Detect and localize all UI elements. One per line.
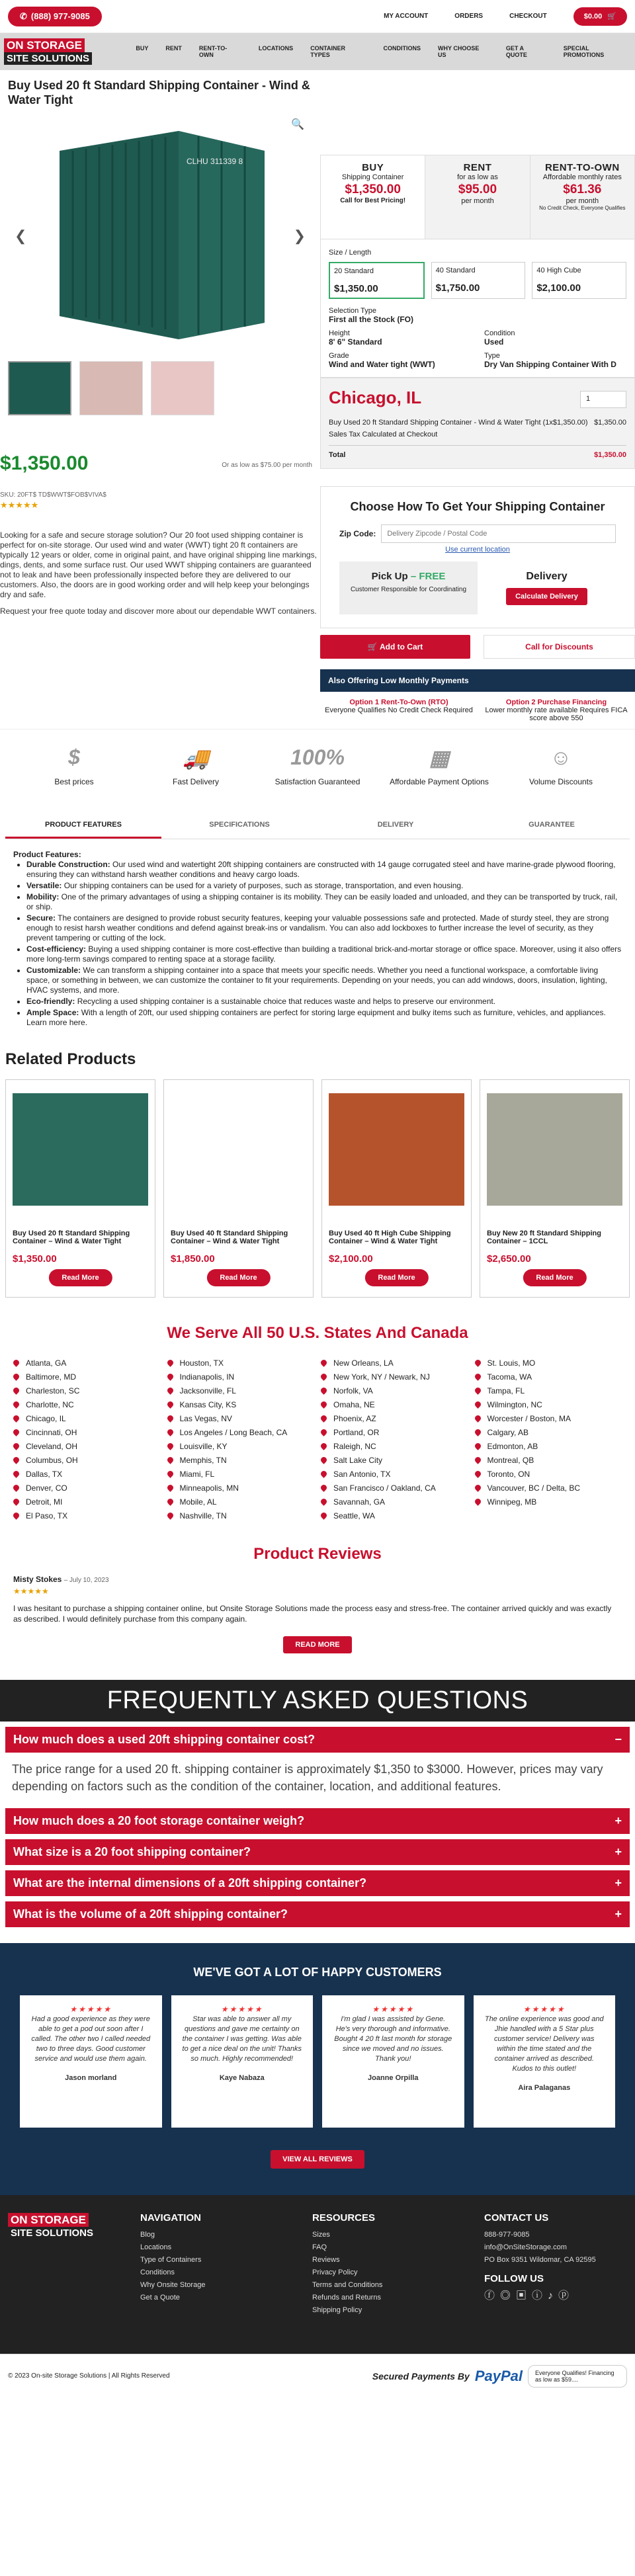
city-item[interactable]: Seattle, WA [321, 1509, 468, 1522]
nav-rent[interactable]: RENT [165, 45, 182, 52]
list-item: • Customizable: We can transform a shipping container into a space that meets your specific needs. Whether you need a functional workspace, a comfortable living space, or something in between, we can customize the container to fit your requirements. Depending on your needs, you can add windows, doors, insulation, lighting, HVAC systems, and more. [26, 966, 622, 995]
product-tabs [5, 813, 630, 839]
city-item[interactable]: Mobile, AL [167, 1495, 315, 1509]
city-item[interactable]: Baltimore, MD [13, 1370, 161, 1384]
city-column [167, 1356, 315, 1522]
map-pin-icon [166, 1511, 175, 1520]
list-item: • Cost-efficiency: Buying a used shipping container is more cost-effective than building a traditional brick-and-mortar storage or office space. Moreover, using it also offers more long-term savings compared to renting space at a storage facility. [26, 944, 622, 964]
faq-question[interactable]: How much does a used 20ft shipping container cost? − [5, 1727, 630, 1753]
footer-link[interactable]: Shipping Policy [312, 2306, 362, 2314]
city-item[interactable]: Cleveland, OH [13, 1439, 161, 1453]
map-pin-icon [166, 1483, 175, 1492]
main-nav [0, 33, 635, 70]
testimonials: WE'VE GOT A LOT OF HAPPY CUSTOMERS ★★★★★ Had a good experience as they were able to get a pod out soon after I called. The other two I called needed two to three days. Good customer service and would use them again. Jason morland ★★★★★ Star was able to answer all my questions and gave me certainty on the container I was getting. Was able to get a nice deal on the unit! Thanks so much. Highly recommended! Kaye Nabaza ★★★★★ I'm glad I was assisted by Gene. He's very thorough and informative. Bought 4 20 ft last month for storage since we moved and no issues. Thank you! Joanne Orpilla ★★★★★ The online experience was good and Jhie handled with a 5 Star plus customer service! Delivery was within the time stated and the container arrived as described. Kudos to this outlet! Aira Palaganas VIEW ALL REVIEWS [0, 1943, 635, 2195]
map-pin-icon [166, 1442, 175, 1450]
map-pin-icon [166, 1428, 175, 1436]
footer-link[interactable]: Why Onsite Storage [140, 2281, 206, 2289]
footer-link[interactable]: Locations [140, 2243, 172, 2251]
faq-question[interactable]: What is the volume of a 20ft shipping container? + [5, 1901, 630, 1927]
affirm-text: Or as low as $75.00 per month [222, 462, 312, 469]
shipping-options: Choose How To Get Your Shipping Container Zip Code: Delivery Zipcode / Postal Code Use current location Pick Up – FREE Customer Responsible for Coordinating Delivery Calculate Delivery [320, 486, 635, 628]
read-more-button[interactable]: Read More [523, 1269, 586, 1286]
city-item[interactable]: Salt Lake City [321, 1453, 468, 1467]
product-description: Looking for a safe and secure storage solution? Our 20 foot used shipping container is perfect for on-site storage. Our used wind and water (WWT) tight 20 ft containers are typically 12 years or older, come in original paint, and have original shipping line markings, dings, dents, and some surface rust. Our used WWT shipping containers are guaranteed not to leak and have been professionally inspected before they are delivered to our customers. Also, the doors are in good working order and will help keep your belongings dry and safe. [0, 530, 317, 599]
map-pin-icon [319, 1358, 328, 1367]
footer-link[interactable]: Terms and Conditions [312, 2281, 383, 2289]
related-card[interactable]: Buy New 20 ft Standard Shipping Container – 1CCL $2,650.00 Read More [480, 1079, 630, 1298]
related-card[interactable]: Buy Used 40 ft Standard Shipping Container – Wind & Water Tight $1,850.00 Read More [163, 1079, 314, 1298]
tab-delivery[interactable]: DELIVERY [377, 821, 414, 829]
city-item[interactable]: Omaha, NE [321, 1397, 468, 1411]
related-title: Related Products [5, 1050, 136, 1068]
map-pin-icon [166, 1456, 175, 1464]
city-item[interactable]: Winnipeg, MB [475, 1495, 622, 1509]
plus-icon: + [614, 1907, 622, 1921]
pickup-option[interactable]: Pick Up – FREE Customer Responsible for Coordinating [339, 561, 478, 614]
map-pin-icon [12, 1497, 21, 1506]
zip-code-input[interactable] [381, 524, 616, 543]
map-pin-icon [12, 1470, 21, 1478]
map-pin-icon [12, 1456, 21, 1464]
map-pin-icon [474, 1414, 482, 1423]
svg-text:CLHU 311339 8: CLHU 311339 8 [187, 157, 243, 166]
tab-specifications[interactable]: SPECIFICATIONS [209, 821, 270, 829]
city-item[interactable]: Minneapolis, MN [167, 1481, 315, 1495]
feature-satisfaction: 100% Satisfaction Guaranteed [261, 745, 374, 786]
nav-why-choose-us[interactable]: WHY CHOOSE US [438, 45, 480, 58]
related-card[interactable]: Buy Used 20 ft Standard Shipping Container – Wind & Water Tight $1,350.00 Read More [5, 1079, 155, 1298]
faq-answer: The price range for a used 20 ft. shipping container is approximately $1,350 to $3000. However, prices may vary depending on factors such as the condition of the container, location, and additional features. [12, 1763, 603, 1793]
city-column [13, 1356, 161, 1522]
map-pin-icon [319, 1483, 328, 1492]
map-pin-icon [319, 1442, 328, 1450]
product-title: Buy Used 20 ft Standard Shipping Container - Wind & Water Tight [8, 79, 310, 106]
product-options: Size / Length 20 Standard $1,350.00 40 Standard $1,750.00 40 High Cube $2,100.00 Selection Type First all the Stock (FO) Height 8' 6" Standard Condition Used Grade Wind and Water tight (WWT) Type Dry Van Shipping Container With D [320, 239, 635, 378]
map-pin-icon [12, 1358, 21, 1367]
map-pin-icon [474, 1428, 482, 1436]
city-item[interactable]: Miami, FL [167, 1467, 315, 1481]
city-item[interactable]: Vancouver, BC / Delta, BC [475, 1481, 622, 1495]
city-item[interactable]: San Francisco / Oakland, CA [321, 1481, 468, 1495]
faq-title: FREQUENTLY ASKED QUESTIONS [0, 1680, 635, 1722]
footer-link[interactable]: Privacy Policy [312, 2268, 358, 2276]
city-item[interactable]: Dallas, TX [13, 1467, 161, 1481]
person-icon: ☺ [550, 745, 572, 769]
map-pin-icon [166, 1358, 175, 1367]
tier-buy[interactable]: BUY Shipping Container $1,350.00 Call for Best Pricing! [321, 155, 425, 239]
cart-icon: 🛒 [607, 13, 616, 21]
city-item[interactable]: Portland, OR [321, 1425, 468, 1439]
map-pin-icon [12, 1372, 21, 1381]
financing-option-1: Option 1 Rent-To-Own (RTO) Everyone Qualifies No Credit Check Required [325, 698, 473, 714]
related-products [0, 1069, 635, 1308]
product-image [487, 1093, 622, 1206]
copyright: © 2023 On-site Storage Solutions | All Rights Reserved [8, 2372, 170, 2380]
feature-volume-discounts: ☺ Volume Discounts [505, 745, 617, 786]
map-pin-icon [166, 1400, 175, 1409]
nav-locations[interactable]: LOCATIONS [258, 45, 294, 52]
nav-container-types[interactable]: CONTAINER TYPES [310, 45, 346, 58]
map-pin-icon [474, 1483, 482, 1492]
map-pin-icon [474, 1400, 482, 1409]
size-option-40-high-cube[interactable]: 40 High Cube $2,100.00 [532, 262, 626, 299]
my-account-link[interactable]: MY ACCOUNT [384, 13, 429, 20]
thumbnail-strip [0, 361, 320, 415]
city-item[interactable]: Phoenix, AZ [321, 1411, 468, 1425]
footer-link[interactable]: Get a Quote [140, 2294, 180, 2302]
features-strip [0, 729, 635, 802]
product-image [13, 1093, 148, 1206]
cart-button[interactable]: $0.00 🛒 [573, 7, 627, 26]
nav-rent-to-own[interactable]: RENT-TO-OWN [198, 45, 228, 58]
footer-address: PO Box 9351 Wildomar, CA 92595 [484, 2256, 596, 2264]
product-image [171, 1093, 306, 1206]
phone-button[interactable]: ✆ (888) 977-9085 [8, 7, 102, 26]
city-column [321, 1356, 468, 1522]
map-pin-icon [319, 1372, 328, 1381]
footer-link[interactable]: Refunds and Returns [312, 2294, 381, 2302]
account-nav [384, 7, 627, 26]
faq-question[interactable]: What size is a 20 foot shipping container? + [5, 1839, 630, 1865]
city-item[interactable]: Nashville, TN [167, 1509, 315, 1522]
faq-question[interactable]: What are the internal dimensions of a 20ft shipping container? + [5, 1870, 630, 1896]
map-pin-icon [12, 1483, 21, 1492]
footer-link[interactable]: Blog [140, 2231, 155, 2239]
city-item[interactable]: Louisville, KY [167, 1439, 315, 1453]
thumbnail-interior[interactable] [79, 361, 143, 415]
current-location-link[interactable]: Use current location [445, 546, 510, 554]
product-image [329, 1093, 464, 1206]
product-sku: SKU: 20FT$ TD$WWT$FOB$VIVA$ [0, 491, 106, 499]
read-more-button[interactable]: Read More [364, 1269, 428, 1286]
states-title: We Serve All 50 U.S. States And Canada [167, 1324, 468, 1342]
footer-link[interactable]: Reviews [312, 2256, 340, 2264]
location-summary: Chicago, IL 1 Buy Used 20 ft Standard Shipping Container - Wind & Water Tight (1x$1,350.00) $1,350.00 Sales Tax Calculated at Checkout Total $1,350.00 [320, 378, 635, 469]
city-item[interactable]: Calgary, AB [475, 1425, 622, 1439]
chat-widget[interactable]: Everyone Qualifies! Financing as low as $59.... [528, 2365, 627, 2388]
financing-header: Also Offering Low Monthly Payments [320, 669, 635, 692]
list-item: • Secure: The containers are designed to provide robust security features, keeping your valuable possessions safe and protected. Made of sturdy steel, they are strong enough to resist harsh weather conditions and defend against break-ins or vandalism. You can also add lockboxes to further increase the level of security, as they prevent tampering or cutting of the lock. [26, 913, 622, 943]
city-item[interactable]: Cincinnati, OH [13, 1425, 161, 1439]
height-field: Height 8' 6" Standard [329, 329, 382, 347]
city-item[interactable]: Savannah, GA [321, 1495, 468, 1509]
map-pin-icon [166, 1386, 175, 1395]
orders-link[interactable]: ORDERS [454, 13, 484, 20]
add-to-cart-button[interactable]: 🛒 Add to Cart [320, 635, 470, 659]
condition-field: Condition Used [484, 329, 515, 347]
quantity-stepper[interactable]: 1 [580, 391, 626, 408]
truck-icon: 🚚 [183, 746, 209, 770]
logo[interactable]: ON STORAGE SITE SOLUTIONS [4, 38, 122, 65]
review-item: Misty Stokes – July 10, 2023 ★★★★★ I was hesitant to purchase a shipping container online, but Onsite Storage Solutions made the process easy and stress-free. The container arrived quickly and was exactly as described. I would definitely purchase from this company again. READ MORE [0, 1563, 635, 1664]
tier-rent-to-own[interactable]: RENT-TO-OWN Affordable monthly rates $61.36 per month No Credit Check, Everyone Qualifies [530, 155, 634, 239]
list-item: • Mobility: One of the primary advantages of using a shipping container is its mobility. They can be easily loaded and unloaded, and they can be transported by truck, rail, or ship. [26, 892, 622, 912]
percent-icon: 100% [290, 745, 345, 769]
financing-options [320, 692, 635, 729]
nav-get-a-quote[interactable]: GET A QUOTE [505, 45, 527, 58]
map-pin-icon [319, 1497, 328, 1506]
city-item[interactable]: El Paso, TX [13, 1509, 161, 1522]
feature-payment-options: ▦ Affordable Payment Options [383, 745, 495, 786]
map-pin-icon [12, 1386, 21, 1395]
size-option-20-standard[interactable]: 20 Standard $1,350.00 [329, 262, 425, 299]
map-pin-icon [166, 1470, 175, 1478]
related-card[interactable]: Buy Used 40 ft High Cube Shipping Container – Wind & Water Tight $2,100.00 Read More [321, 1079, 472, 1298]
thumbnail-green[interactable] [8, 361, 71, 415]
map-pin-icon [474, 1442, 482, 1450]
map-pin-icon [319, 1470, 328, 1478]
list-item: • Ample Space: With a length of 20ft, our used shipping containers are perfect for storing large equipment and bulky items such as furniture, vehicles, and appliances. Learn more here. [26, 1008, 622, 1028]
footer [0, 2195, 635, 2354]
city-item[interactable]: Houston, TX [167, 1356, 315, 1370]
city-column [475, 1356, 622, 1522]
read-more-button[interactable]: Read More [48, 1269, 112, 1286]
bottom-bar: © 2023 On-site Storage Solutions | All Rights Reserved Secured Payments By PayPal Everyone Qualifies! Financing as low as $59.... [0, 2354, 635, 2397]
testimonial-card: ★★★★★ I'm glad I was assisted by Gene. He's very thorough and informative. Bought 4 20 ft last month for storage since we moved and no issues. Thank you! Joanne Orpilla [322, 1995, 464, 2128]
city-item[interactable]: Toronto, ON [475, 1467, 622, 1481]
financing-option-2: Option 2 Purchase Financing Lower monthly rate available Requires FICA score above 550 [485, 698, 628, 722]
city-item[interactable]: Indianapolis, IN [167, 1370, 315, 1384]
map-pin-icon [12, 1428, 21, 1436]
footer-resources: RESOURCES Sizes FAQ Reviews Privacy Policy Terms and Conditions Refunds and Returns Shipping Policy [312, 2212, 458, 2341]
read-more-button[interactable]: Read More [206, 1269, 270, 1286]
size-option-40-standard[interactable]: 40 Standard $1,750.00 [431, 262, 526, 299]
tier-rent[interactable]: RENT for as low as $95.00 per month [425, 155, 530, 239]
plus-icon: + [614, 1845, 622, 1858]
city-item[interactable]: Los Angeles / Long Beach, CA [167, 1425, 315, 1439]
call-for-discounts-button[interactable]: Call for Discounts [484, 635, 635, 659]
product-section [0, 70, 635, 729]
footer-contact: CONTACT US 888-977-9085 info@OnSiteStorage.com PO Box 9351 Wildomar, CA 92595 FOLLOW US ⓕ◎▣ⓘ♪ⓟ [484, 2212, 596, 2302]
map-pin-icon [474, 1386, 482, 1395]
grade-field: Grade Wind and Water tight (WWT) [329, 352, 435, 369]
tab-product-features[interactable]: PRODUCT FEATURES [5, 813, 161, 839]
city-item[interactable]: Columbus, OH [13, 1453, 161, 1467]
pricing-tiers [320, 155, 635, 239]
testimonial-card: ★★★★★ Star was able to answer all my questions and gave me certainty on the container I was getting. Was able to get a nice deal on the unit! Thanks so much. Highly recommended! Kaye Nabaza [171, 1995, 314, 2128]
feature-list: Product Features: • Durable Construction: Our used wind and watertight 20ft shipping containers are constructed with 14 gauge corrugated steel and have marine-grade plywood flooring, ensuring they can withstand harsh weather conditions and heavy cargo loads. • Versatile: Our shipping containers can be used for a variety of purposes, such as storage, transportation, and even housing. • Mobility: One of the primary advantages of using a shipping container is its mobility. They can be easily loaded and unloaded, and they can be transported by truck, rail, or ship. • Secure: The containers are designed to provide robust security features, keeping your valuable possessions safe and protected. Made of sturdy steel, they are strong enough to resist harsh weather conditions and defend against break-ins or vandalism. You can also add lockboxes to further increase the level of security, as they prevent tampering or cutting of the lock. • Cost-efficiency: Buying a used shipping container is more cost-effective than building a traditional brick-and-mortar storage or office space. Moreover, using it also offers more long-term savings compared to renting space at a storage facility. • Customizable: We can transform a shipping container into a space that meets your specific needs. Whether you need a functional workspace, a comfortable living space, or something in between, we can customize the container to fit your requirements. Depending on your needs, you can add windows, doors, insulation, lighting, HVAC systems, and more. • Eco-friendly: Recycling a used shipping container is a sustainable choice that reduces waste and helps to preserve our environment. • Ample Space: With a length of 20ft, our used shipping containers are perfect for storing large equipment and bulky items such as furniture, vehicles, and appliances. Learn more here. [0, 839, 635, 1040]
footer-navigation: NAVIGATION Blog Locations Type of Containers Conditions Why Onsite Storage Get a Quote [140, 2212, 286, 2341]
delivery-option[interactable]: Delivery Calculate Delivery [478, 561, 616, 614]
plus-icon: + [614, 1814, 622, 1827]
quote-request: Request your free quote today and discover more about our dependable WWT containers. [0, 606, 317, 616]
city-item[interactable]: Wilmington, NC [475, 1397, 622, 1411]
footer-email[interactable]: info@OnSiteStorage.com [484, 2243, 567, 2251]
footer-link[interactable]: Sizes [312, 2231, 330, 2239]
map-pin-icon [319, 1400, 328, 1409]
next-arrow-icon[interactable]: ❯ [293, 228, 306, 244]
city-item[interactable]: Charleston, SC [13, 1384, 161, 1397]
city-list [0, 1343, 635, 1529]
social-icons[interactable]: ⓕ◎▣ⓘ♪ⓟ [484, 2290, 575, 2302]
city-item[interactable]: Raleigh, NC [321, 1439, 468, 1453]
footer-phone[interactable]: 888-977-9085 [484, 2231, 530, 2239]
map-pin-icon [474, 1358, 482, 1367]
faq-question[interactable]: How much does a 20 foot storage container weigh? + [5, 1808, 630, 1834]
testimonial-card: ★★★★★ The online experience was good and Jhie handled with a 5 Star plus customer service! Delivery was within the time stated and the container arrived as described. Kudos to this outlet! Aira Palaganas [474, 1995, 616, 2128]
map-pin-icon [319, 1386, 328, 1395]
dollar-icon: $ [68, 745, 80, 769]
footer-link[interactable]: Type of Containers [140, 2256, 202, 2264]
rating-stars: ★★★★★ [0, 500, 39, 510]
nav-special-promotions[interactable]: SPECIAL PROMOTIONS [563, 45, 605, 58]
testimonial-card: ★★★★★ Had a good experience as they were able to get a pod out soon after I called. The other two I called needed two to three days. Good customer service and would use them again. Jason morland [20, 1995, 162, 2128]
city-item[interactable]: Las Vegas, NV [167, 1411, 315, 1425]
checkout-link[interactable]: CHECKOUT [509, 13, 547, 20]
map-pin-icon [319, 1414, 328, 1423]
map-pin-icon [12, 1442, 21, 1450]
map-pin-icon [474, 1372, 482, 1381]
tab-guarantee[interactable]: GUARANTEE [529, 821, 575, 829]
city-item[interactable]: New York, NY / Newark, NJ [321, 1370, 468, 1384]
footer-logo[interactable]: ON STORAGE SITE SOLUTIONS [8, 2212, 114, 2240]
prev-arrow-icon[interactable]: ❮ [15, 228, 27, 244]
read-more-reviews-button[interactable]: READ MORE [283, 1636, 351, 1653]
city-item[interactable]: Tampa, FL [475, 1384, 622, 1397]
calendar-icon: ▦ [429, 746, 450, 770]
type-field: Type Dry Van Shipping Container With D [484, 352, 616, 369]
location-city: Chicago, IL [329, 388, 422, 407]
city-item[interactable]: Edmonton, AB [475, 1439, 622, 1453]
product-price: $1,350.00 [0, 452, 89, 474]
city-item[interactable]: Worcester / Boston, MA [475, 1411, 622, 1425]
map-pin-icon [474, 1470, 482, 1478]
city-item[interactable]: San Antonio, TX [321, 1467, 468, 1481]
city-item[interactable]: Tacoma, WA [475, 1370, 622, 1384]
footer-link[interactable]: Conditions [140, 2268, 175, 2276]
city-item[interactable]: St. Louis, MO [475, 1356, 622, 1370]
top-bar [0, 0, 635, 33]
city-item[interactable]: Jacksonville, FL [167, 1384, 315, 1397]
phone-icon: ✆ [20, 11, 27, 21]
minus-icon: − [614, 1733, 622, 1746]
container-image [46, 124, 278, 343]
map-pin-icon [166, 1414, 175, 1423]
city-item[interactable]: Atlanta, GA [13, 1356, 161, 1370]
city-item[interactable]: Montreal, QB [475, 1453, 622, 1467]
map-pin-icon [166, 1372, 175, 1381]
nav-buy[interactable]: BUY [136, 45, 149, 52]
reviews-title: Product Reviews [253, 1545, 382, 1563]
city-item[interactable]: Charlotte, NC [13, 1397, 161, 1411]
city-item[interactable]: Chicago, IL [13, 1411, 161, 1425]
map-pin-icon [474, 1497, 482, 1506]
selection-type: First all the Stock (FO) [329, 315, 414, 324]
map-pin-icon [12, 1400, 21, 1409]
map-pin-icon [319, 1428, 328, 1436]
map-pin-icon [12, 1511, 21, 1520]
plus-icon: + [614, 1876, 622, 1890]
faq-accordion [5, 1727, 630, 1927]
list-item: • Eco-friendly: Recycling a used shipping container is a sustainable choice that reduces waste and helps to preserve our environment. [26, 997, 622, 1007]
paypal-logo: PayPal [474, 2367, 523, 2384]
feature-fast-delivery: 🚚 Fast Delivery [140, 745, 252, 786]
city-item[interactable]: New Orleans, LA [321, 1356, 468, 1370]
view-all-reviews-button[interactable]: VIEW ALL REVIEWS [271, 2150, 364, 2169]
nav-conditions[interactable]: CONDITIONS [383, 45, 421, 52]
city-item[interactable]: Norfolk, VA [321, 1384, 468, 1397]
city-item[interactable]: Kansas City, KS [167, 1397, 315, 1411]
thumbnail-interior-2[interactable] [151, 361, 214, 415]
product-gallery [0, 115, 320, 366]
city-item[interactable]: Denver, CO [13, 1481, 161, 1495]
map-pin-icon [166, 1497, 175, 1506]
city-item[interactable]: Detroit, MI [13, 1495, 161, 1509]
list-item: • Durable Construction: Our used wind and watertight 20ft shipping containers are constructed with 14 gauge corrugated steel and have marine-grade plywood flooring, ensuring they can withstand harsh weather conditions and heavy cargo loads. [26, 860, 622, 880]
footer-link[interactable]: FAQ [312, 2243, 327, 2251]
map-pin-icon [319, 1511, 328, 1520]
city-item[interactable]: Memphis, TN [167, 1453, 315, 1467]
map-pin-icon [474, 1456, 482, 1464]
zoom-icon[interactable]: 🔍 [291, 119, 304, 130]
map-pin-icon [12, 1414, 21, 1423]
feature-best-prices: $ Best prices [18, 745, 130, 786]
calculate-delivery-button[interactable]: Calculate Delivery [506, 588, 587, 605]
map-pin-icon [319, 1456, 328, 1464]
list-item: • Versatile: Our shipping containers can be used for a variety of purposes, such as storage, transportation, and even housing. [26, 881, 622, 891]
cart-icon: 🛒 [367, 642, 380, 651]
